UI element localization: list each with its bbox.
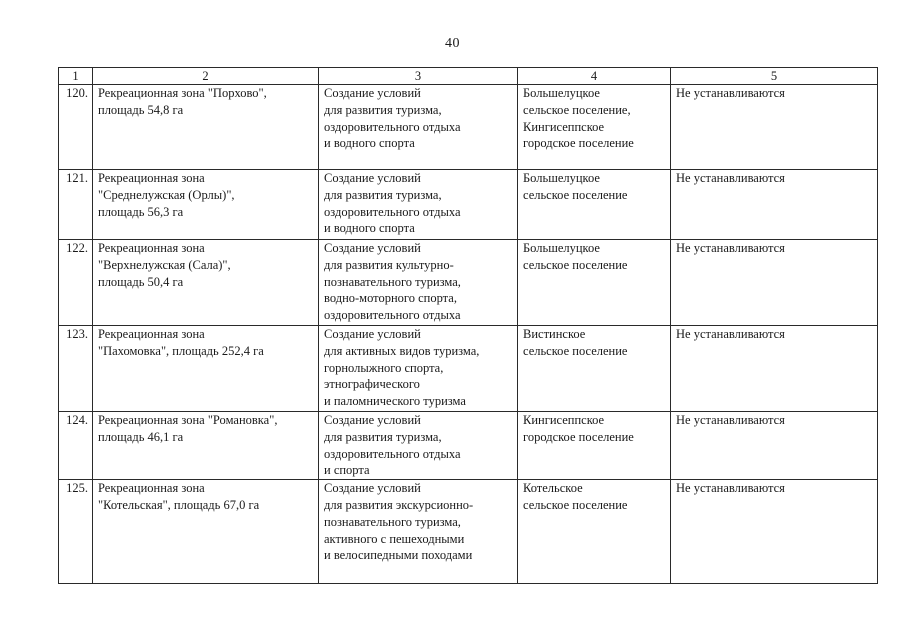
zone-purpose: Создание условий для развития культурно- познавательного туризма, водно-моторного спорта, оздоровительного отдыха <box>319 240 518 326</box>
zone-restrictions: Не устанавливаются <box>671 240 878 326</box>
table-header <box>59 68 878 85</box>
zone-restrictions: Не устанавливаются <box>671 412 878 480</box>
zone-settlement: Большелуцкое сельское поселение, Кингисеппское городское поселение <box>518 85 671 170</box>
zone-purpose: Создание условий для развития экскурсионно- познавательного туризма, активного с пешеходными и велосипедными походами <box>319 480 518 584</box>
zone-purpose: Создание условий для развития туризма, оздоровительного отдыха и водного спорта <box>319 85 518 170</box>
zone-restrictions: Не устанавливаются <box>671 480 878 584</box>
row-number: 121. <box>59 170 93 240</box>
zone-purpose: Создание условий для активных видов туризма, горнолыжного спорта, этнографического и паломнического туризма <box>319 326 518 412</box>
header-col-4: 4 <box>518 68 671 85</box>
zone-name: Рекреационная зона "Порхово", площадь 54,8 га <box>93 85 319 170</box>
zone-restrictions: Не устанавливаются <box>671 85 878 170</box>
zone-settlement: Большелуцкое сельское поселение <box>518 170 671 240</box>
header-col-1: 1 <box>59 68 93 85</box>
table-row <box>59 240 878 326</box>
zone-name: Рекреационная зона "Верхнелужская (Сала)", площадь 50,4 га <box>93 240 319 326</box>
zone-purpose: Создание условий для развития туризма, оздоровительного отдыха и спорта <box>319 412 518 480</box>
recreation-zones-table <box>58 67 878 584</box>
table-row <box>59 480 878 584</box>
zone-name: Рекреационная зона "Среднелужская (Орлы)", площадь 56,3 га <box>93 170 319 240</box>
header-col-5: 5 <box>671 68 878 85</box>
header-col-3: 3 <box>319 68 518 85</box>
table-row <box>59 326 878 412</box>
table-body <box>59 85 878 584</box>
table-row <box>59 170 878 240</box>
row-number: 125. <box>59 480 93 584</box>
page-number: 40 <box>445 36 460 51</box>
row-number: 120. <box>59 85 93 170</box>
row-number: 124. <box>59 412 93 480</box>
zone-restrictions: Не устанавливаются <box>671 326 878 412</box>
zone-settlement: Большелуцкое сельское поселение <box>518 240 671 326</box>
header-col-2: 2 <box>93 68 319 85</box>
table-row <box>59 412 878 480</box>
zone-purpose: Создание условий для развития туризма, оздоровительного отдыха и водного спорта <box>319 170 518 240</box>
zone-name: Рекреационная зона "Романовка", площадь 46,1 га <box>93 412 319 480</box>
zone-settlement: Кингисеппское городское поселение <box>518 412 671 480</box>
zone-name: Рекреационная зона "Котельская", площадь 67,0 га <box>93 480 319 584</box>
table-row <box>59 85 878 170</box>
row-number: 123. <box>59 326 93 412</box>
header-row <box>59 68 878 85</box>
zone-name: Рекреационная зона "Пахомовка", площадь 252,4 га <box>93 326 319 412</box>
zone-settlement: Котельское сельское поселение <box>518 480 671 584</box>
zone-restrictions: Не устанавливаются <box>671 170 878 240</box>
zone-settlement: Вистинское сельское поселение <box>518 326 671 412</box>
row-number: 122. <box>59 240 93 326</box>
